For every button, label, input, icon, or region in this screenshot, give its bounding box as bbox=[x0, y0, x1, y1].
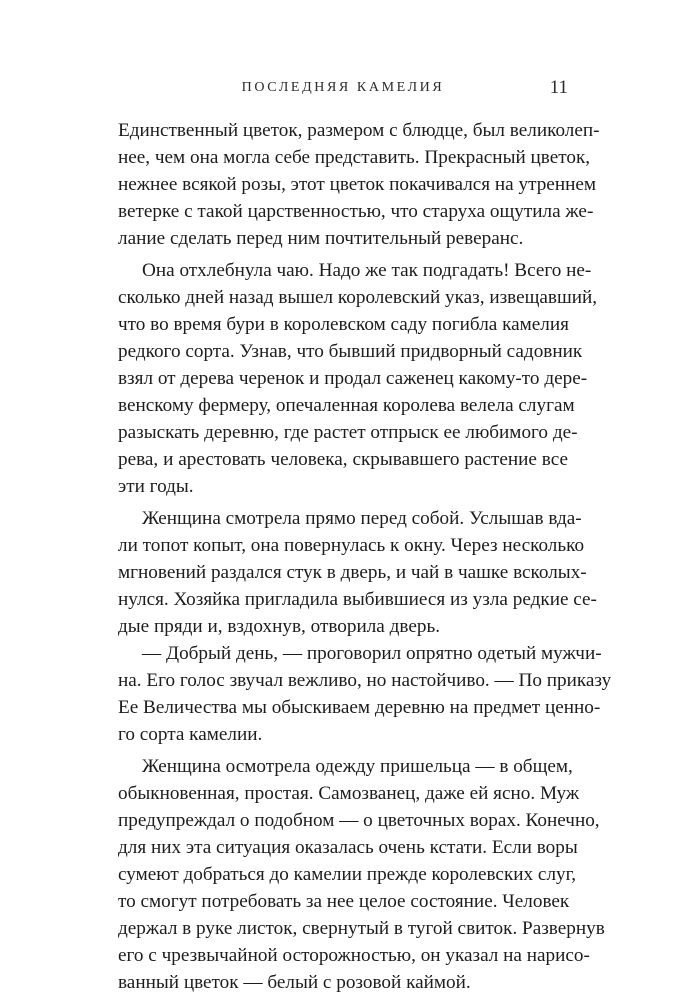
text-line: нежнее всякой розы, этот цветок покачивался на утреннем bbox=[118, 173, 597, 195]
text-line: что во время бури в королевском саду погибла камелия bbox=[118, 314, 569, 336]
text-line: венскому фермеру, опечаленная королева велела слугам bbox=[118, 394, 575, 416]
text-line: ли топот копыт, она повернулась к окну. Через несколько bbox=[118, 535, 585, 557]
text-line: Она отхлебнула чаю. Надо же так подгадать! Всего не- bbox=[142, 260, 592, 282]
text-line: то смогут потребовать за нее целое состояние. Человек bbox=[118, 890, 570, 912]
text-line: Единственный цветок, размером с блюдце, был великолеп- bbox=[118, 120, 600, 141]
page-number: 11 bbox=[549, 77, 568, 98]
text-line: взял от дерева черенок и продал саженец какому-то дере- bbox=[118, 368, 588, 390]
text-line: ветерке с такой царственностью, что старуха ощутила же- bbox=[118, 200, 594, 222]
text-line: эти годы. bbox=[118, 475, 194, 497]
text-line: его с чрезвычайной осторожностью, он указал на нарисо- bbox=[118, 944, 590, 966]
text-line: на. Его голос звучал вежливо, но настойчиво. — По приказу bbox=[118, 669, 612, 691]
text-line: держал в руке листок, свернутый в тугой свиток. Развернув bbox=[118, 917, 605, 939]
text-line: обыкновенная, простая. Самозванец, даже ей ясно. Муж bbox=[118, 783, 580, 805]
paragraph bbox=[118, 506, 597, 640]
text-line: нулся. Хозяйка пригладила выбившиеся из узла редкие се- bbox=[118, 589, 597, 611]
paragraph bbox=[118, 641, 612, 749]
text-line: Женщина смотрела прямо перед собой. Услышав вда- bbox=[142, 508, 582, 530]
paragraph bbox=[118, 754, 605, 996]
text-line: Ее Величества мы обыскиваем деревню на предмет ценно- bbox=[118, 696, 601, 718]
text-line: Женщина осмотрела одежду пришельца — в общем, bbox=[142, 756, 573, 778]
text-line: — Добрый день, — проговорил опрятно одетый мужчи- bbox=[142, 642, 602, 664]
running-title: ПОСЛЕДНЯЯ КАМЕЛИЯ bbox=[241, 80, 445, 95]
text-line: сумеют добраться до камелии прежде королевских слуг, bbox=[118, 864, 577, 886]
text-line: предупреждал о подобном — о цветочных ворах. Конечно, bbox=[118, 810, 600, 832]
text-line: редкого сорта. Узнав, что бывший придворный садовник bbox=[118, 341, 583, 363]
body-text bbox=[118, 118, 612, 997]
text-line: рева, и арестовать человека, скрывавшего растение все bbox=[118, 448, 568, 470]
paragraph bbox=[118, 118, 600, 252]
text-line: дые пряди и, вздохнув, отворила дверь. bbox=[118, 616, 440, 638]
text-line: сколько дней назад вышел королевский указ, извещавший, bbox=[118, 287, 598, 309]
text-line: нее, чем она могла себе представить. Прекрасный цветок, bbox=[118, 146, 591, 168]
text-line: разыскать деревню, где растет отпрыск ее любимого де- bbox=[118, 421, 578, 443]
text-line: лание сделать перед ним почтительный реверанс. bbox=[118, 227, 524, 249]
text-line: для них эта ситуация оказалась очень кстати. Если воры bbox=[118, 837, 578, 859]
text-line: ванный цветок — белый с розовой каймой. bbox=[118, 971, 471, 993]
paragraph bbox=[118, 258, 598, 500]
text-line: мгновений раздался стук в дверь, и чай в чашке всколых- bbox=[118, 562, 587, 584]
text-line: го сорта камелии. bbox=[118, 723, 263, 745]
running-head bbox=[118, 77, 568, 101]
